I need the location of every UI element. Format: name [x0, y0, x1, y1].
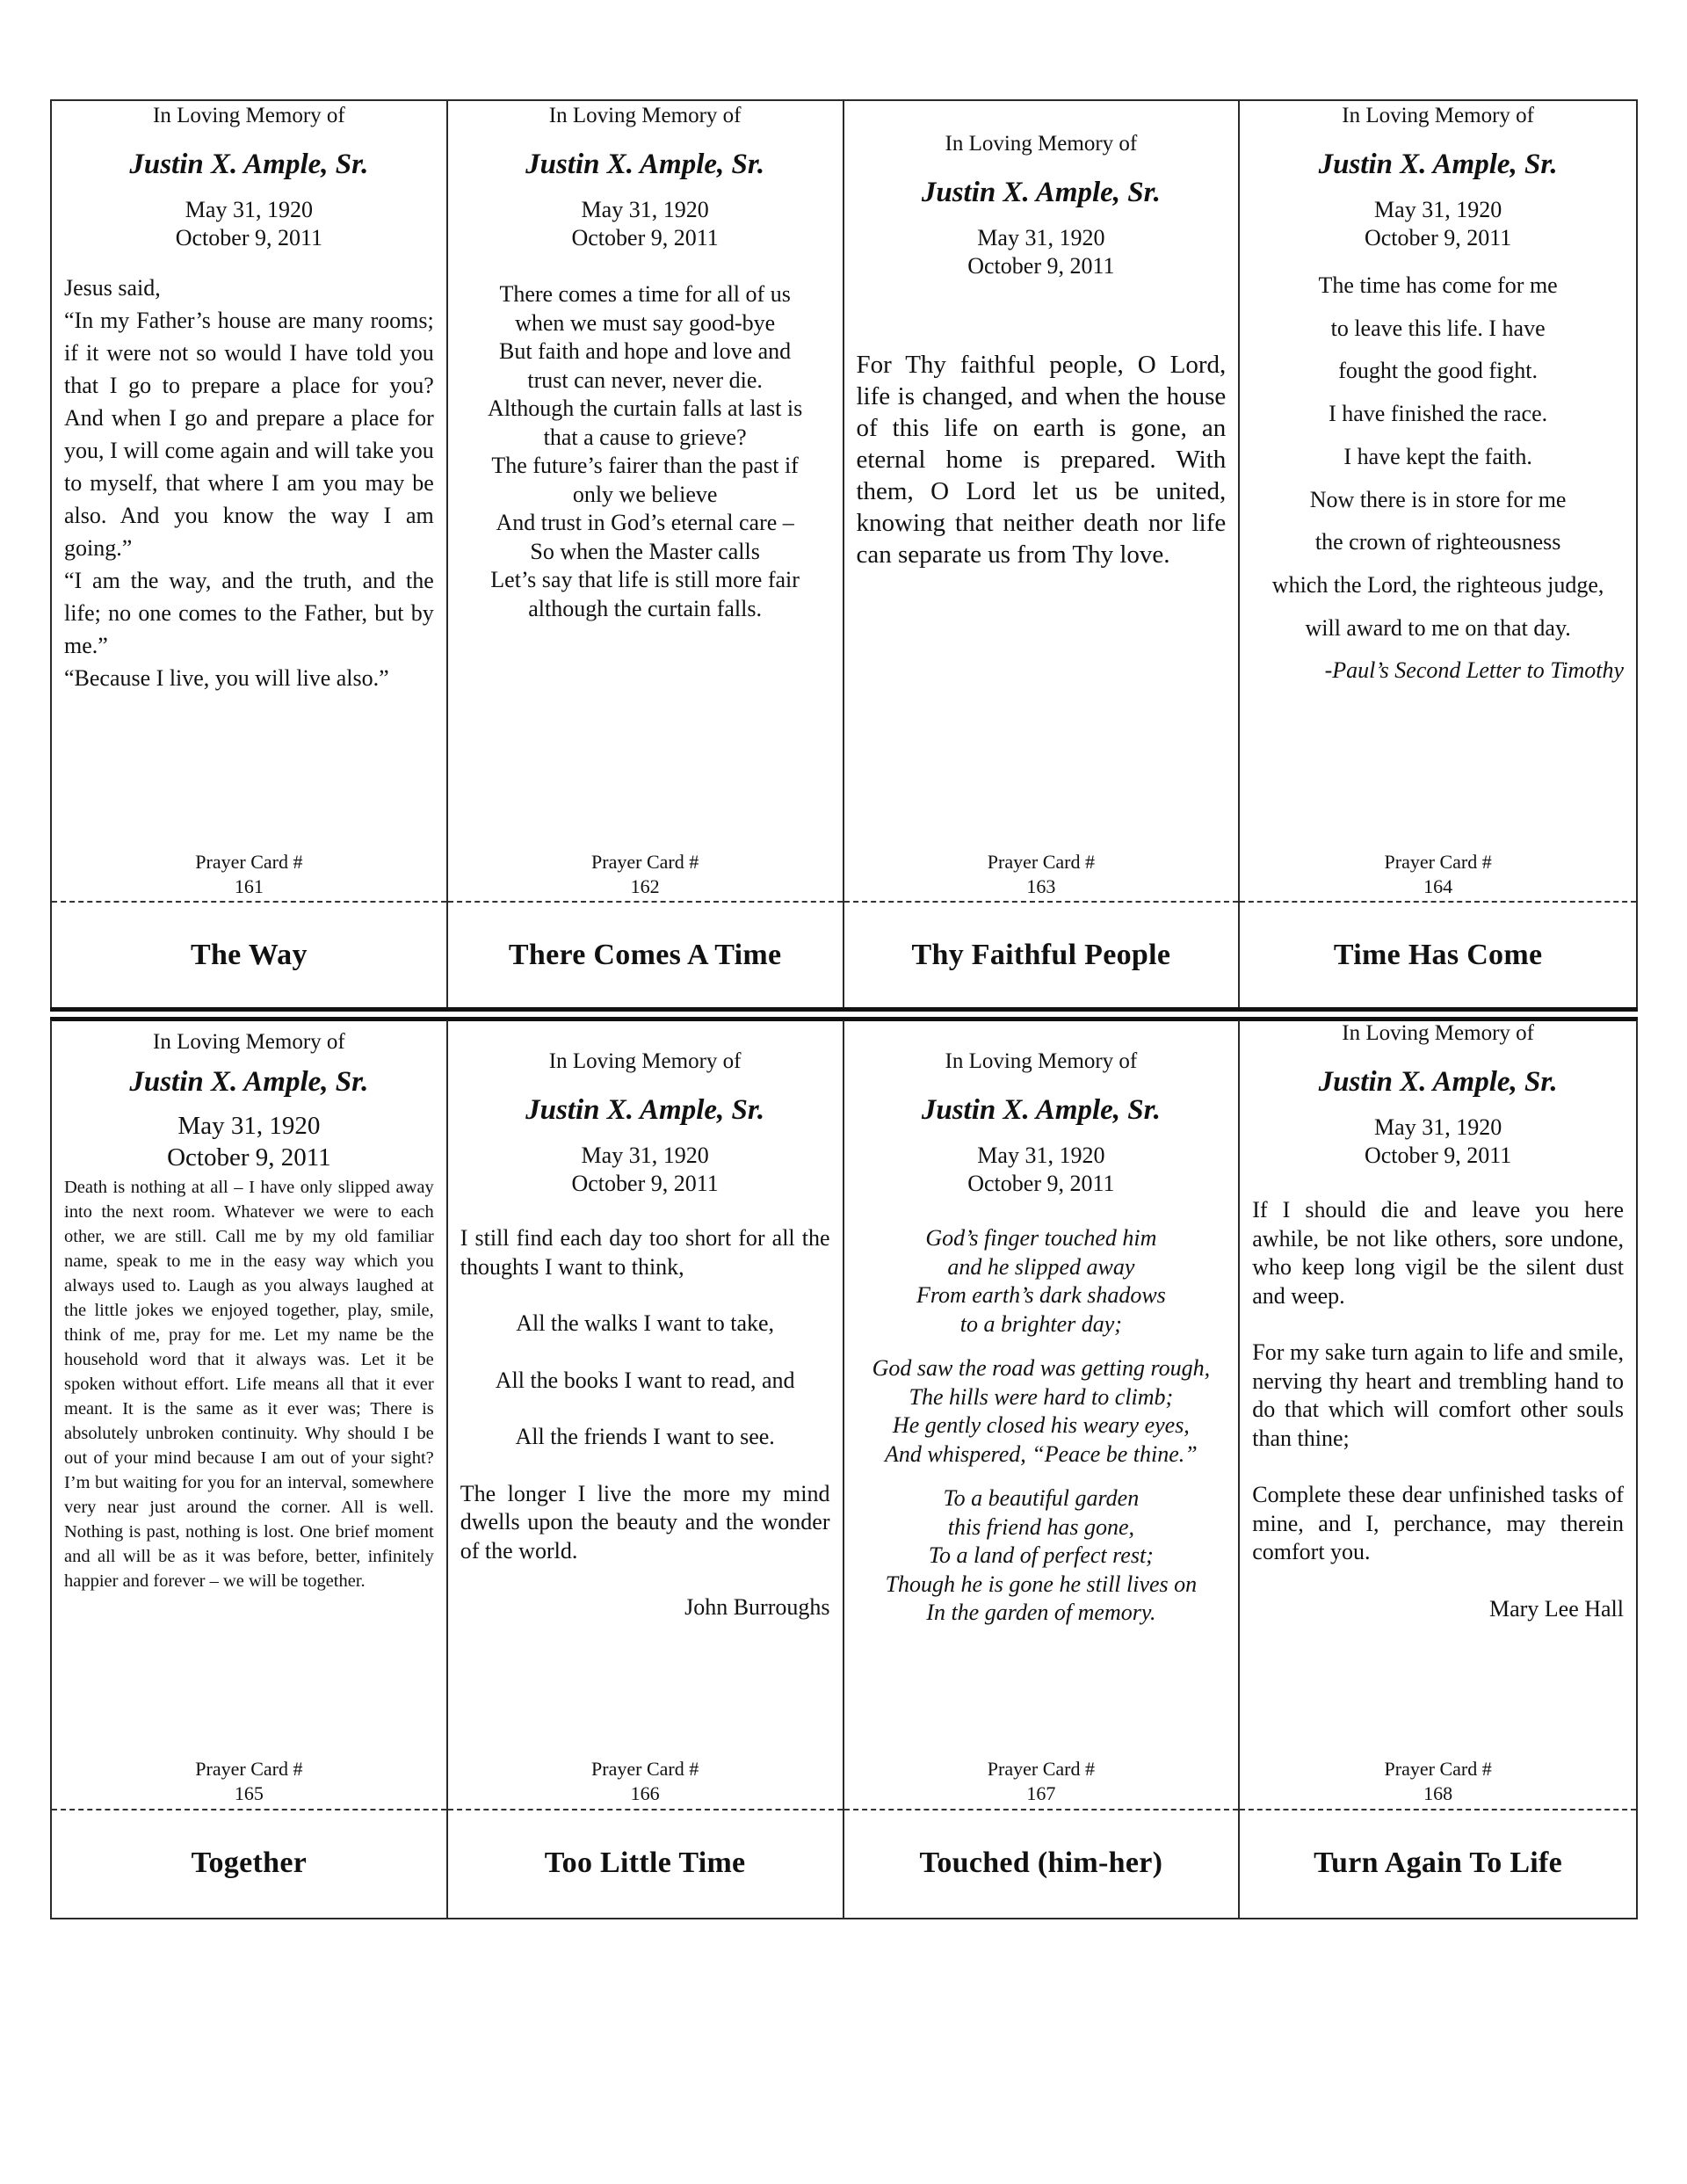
card-tab	[1240, 901, 1636, 1010]
card-title: Time Has Come	[1333, 939, 1543, 971]
card-front	[844, 101, 1239, 901]
card-title: Together	[191, 1847, 308, 1879]
verse-line: I have finished the race.	[1329, 401, 1548, 427]
verse-line: For Thy faithful people, O Lord, life is changed, and when the house of this life on earth is gone, an eternal home is prepared. With them, O Lord let us be united, knowing that neither death nor life can separate us from Thy love.	[856, 351, 1227, 569]
verse-line: The hills were hard to climb;	[909, 1383, 1174, 1410]
card-tab	[448, 1809, 843, 1918]
verse-line: Though he is gone he still lives on	[885, 1571, 1198, 1597]
card-front	[52, 1020, 446, 1809]
prayer-card-label: Prayer Card #	[591, 851, 699, 873]
card-verse	[64, 1175, 434, 1593]
card-row-top	[50, 99, 1638, 1010]
memory-header: In Loving Memory of	[945, 132, 1138, 156]
verse-line: In the garden of memory.	[926, 1600, 1156, 1625]
verse-line: Although the curtain falls at last is	[488, 395, 803, 421]
card-title: Too Little Time	[544, 1847, 746, 1879]
death-date: October 9, 2011	[1364, 1143, 1512, 1168]
verse-line: “In my Father’s house are many rooms; if it were not so would I have told you that I go to prepare a place for you? And when I go and prepare a place for you, I will come again and will take you to myself, that where I am you may be also. And you know the way I am going.”	[64, 308, 434, 561]
verse-line: So when the Master calls	[530, 538, 760, 564]
verse-line: All the friends I want to see.	[515, 1424, 775, 1449]
verse-line: God saw the road was getting rough,	[872, 1355, 1211, 1381]
verse-line: God’s finger touched him	[925, 1225, 1157, 1251]
verse-attribution: John Burroughs	[684, 1594, 830, 1620]
prayer-card-value: 161	[234, 875, 264, 897]
prayer-card-168	[1240, 1020, 1636, 1918]
prayer-card-sheet	[50, 99, 1638, 1919]
verse-line: Complete these dear unfinished tasks of mine, and I, perchance, may therein comfort you.	[1252, 1482, 1624, 1564]
birth-date: May 31, 1920	[977, 1143, 1105, 1168]
verse-line: For my sake turn again to life and smile, nerving thy heart and trembling hand to do that which will comfort other souls than thine;	[1252, 1339, 1624, 1451]
card-front	[1240, 1020, 1636, 1809]
verse-line: and he slipped away	[947, 1253, 1135, 1280]
verse-line: All the books I want to read, and	[495, 1367, 795, 1393]
card-front	[448, 101, 843, 901]
death-date: October 9, 2011	[1364, 225, 1512, 250]
memory-header: In Loving Memory of	[548, 104, 742, 127]
card-title: Thy Faithful People	[911, 939, 1171, 971]
card-title: Turn Again To Life	[1314, 1847, 1563, 1879]
verse-line: Death is nothing at all – I have only slipped away into the next room. Whatever we were to each other, we are still. Call me by my old familiar name, speak to me in the easy way which you always used to. Laugh as you always laughed at the little jokes we enjoyed together, play, smile, think of me, pray for me. Let my name be the household word that it always was. Let it be spoken without effort. Life means all that it ever meant. It is the same as it ever was; There is absolutely unbroken continuity. Why should I be out of your mind because I am out of your sight? I’m but waiting for you for an interval, somewhere very near just around the corner. All is well. Nothing is past, nothing is lost. One brief moment and all will be as it was before, better, infinitely happier and forever – we will be together.	[64, 1178, 434, 1591]
prayer-card-label: Prayer Card #	[195, 1758, 303, 1780]
card-front	[844, 1020, 1239, 1809]
verse-line: trust can never, never die.	[527, 366, 763, 393]
prayer-card-value: 168	[1423, 1782, 1453, 1804]
verse-line: He gently closed his weary eyes,	[892, 1412, 1190, 1438]
prayer-card-label: Prayer Card #	[987, 851, 1095, 873]
birth-date: May 31, 1920	[1374, 1114, 1502, 1140]
card-title: Touched (him-her)	[919, 1847, 1163, 1879]
birth-date: May 31, 1920	[977, 225, 1105, 250]
prayer-card-165	[52, 1020, 448, 1918]
verse-line: To a land of perfect rest;	[928, 1542, 1154, 1568]
prayer-card-number	[1240, 1757, 1636, 1806]
verse-line: I have kept the faith.	[1343, 443, 1532, 469]
deceased-name: Justin X. Ample, Sr.	[129, 149, 369, 180]
row-divider-double-line	[50, 1007, 1638, 1021]
death-date: October 9, 2011	[175, 225, 323, 250]
card-title: The Way	[190, 939, 308, 971]
birth-date: May 31, 1920	[177, 1112, 321, 1140]
prayer-card-number	[1240, 850, 1636, 899]
verse-line: although the curtain falls.	[528, 595, 762, 621]
prayer-card-number	[448, 1757, 843, 1806]
verse-line: fought the good fight.	[1338, 358, 1538, 384]
verse-line: will award to me on that day.	[1305, 614, 1571, 641]
memory-header: In Loving Memory of	[153, 104, 345, 127]
verse-line: And whispered, “Peace be thine.”	[885, 1440, 1198, 1467]
birth-date: May 31, 1920	[581, 1143, 709, 1168]
prayer-card-163	[844, 101, 1241, 1010]
verse-line: Jesus said,	[64, 275, 161, 301]
verse-line: “I am the way, and the truth, and the life; no one comes to the Father, but by me.”	[64, 568, 434, 658]
death-date: October 9, 2011	[571, 225, 719, 250]
deceased-name: Justin X. Ample, Sr.	[129, 1066, 369, 1098]
prayer-card-number	[52, 1757, 446, 1806]
prayer-card-label: Prayer Card #	[1384, 1758, 1492, 1780]
card-row-bottom	[50, 1020, 1638, 1919]
prayer-card-value: 163	[1026, 875, 1056, 897]
verse-line: that a cause to grieve?	[543, 424, 747, 450]
verse-line: only we believe	[572, 481, 718, 507]
prayer-card-number	[448, 850, 843, 899]
birth-date: May 31, 1920	[581, 197, 709, 222]
prayer-card-label: Prayer Card #	[1384, 851, 1492, 873]
verse-line: If I should die and leave you here awhile, be not like others, sore undone, who keep long vigil be the silent dust and weep.	[1252, 1197, 1624, 1309]
verse-stanza	[857, 1354, 1227, 1469]
prayer-card-162	[448, 101, 844, 1010]
deceased-name: Justin X. Ample, Sr.	[525, 1094, 765, 1126]
verse-line: which the Lord, the righteous judge,	[1271, 571, 1604, 598]
card-tab	[52, 1809, 446, 1918]
card-verse	[460, 1224, 830, 1622]
verse-line: Let’s say that life is still more fair	[490, 567, 800, 592]
card-verse	[857, 1224, 1227, 1628]
card-tab	[448, 901, 843, 1010]
verse-line: to a brighter day;	[959, 1310, 1122, 1337]
verse-line: this friend has gone,	[947, 1513, 1135, 1540]
card-tab	[844, 901, 1239, 1010]
death-date: October 9, 2011	[167, 1143, 331, 1172]
prayer-card-label: Prayer Card #	[591, 1758, 699, 1780]
memory-header: In Loving Memory of	[1342, 1021, 1534, 1045]
verse-attribution: Mary Lee Hall	[1488, 1595, 1624, 1622]
card-verse	[64, 272, 434, 694]
death-date: October 9, 2011	[967, 253, 1115, 279]
verse-line: when we must say good-bye	[515, 309, 776, 336]
deceased-name: Justin X. Ample, Sr.	[525, 149, 765, 180]
card-verse	[460, 280, 830, 623]
prayer-card-number	[52, 850, 446, 899]
verse-line: “Because I live, you will live also.”	[64, 665, 389, 691]
card-front	[52, 101, 446, 901]
memory-header: In Loving Memory of	[153, 1030, 345, 1054]
prayer-card-164	[1240, 101, 1636, 1010]
card-verse	[1252, 1196, 1624, 1623]
prayer-card-166	[448, 1020, 844, 1918]
verse-line: To a beautiful garden	[943, 1485, 1140, 1511]
memory-header: In Loving Memory of	[548, 1049, 742, 1073]
prayer-card-167	[844, 1020, 1241, 1918]
memory-header: In Loving Memory of	[945, 1049, 1138, 1073]
prayer-card-number	[844, 850, 1239, 899]
verse-line: There comes a time for all of us	[499, 281, 791, 307]
deceased-name: Justin X. Ample, Sr.	[921, 1094, 1161, 1126]
verse-stanza	[857, 1484, 1227, 1628]
verse-stanza	[857, 1224, 1227, 1339]
prayer-card-number	[844, 1757, 1239, 1806]
prayer-card-label: Prayer Card #	[195, 851, 303, 873]
verse-line: to leave this life. I have	[1330, 315, 1546, 341]
prayer-card-161	[52, 101, 448, 1010]
deceased-name: Justin X. Ample, Sr.	[1318, 1066, 1558, 1098]
card-front	[448, 1020, 843, 1809]
verse-line: The future’s fairer than the past if	[491, 453, 799, 478]
deceased-name: Justin X. Ample, Sr.	[1318, 149, 1558, 180]
card-tab	[1240, 1809, 1636, 1918]
verse-line: Now there is in store for me	[1309, 486, 1567, 512]
card-title: There Comes A Time	[508, 939, 782, 971]
verse-line: The time has come for me	[1318, 272, 1558, 298]
verse-line: I still find each day too short for all the thoughts I want to think,	[460, 1225, 830, 1280]
prayer-card-value: 164	[1423, 875, 1453, 897]
memory-header: In Loving Memory of	[1342, 104, 1534, 127]
verse-line: And trust in God’s eternal care –	[496, 510, 794, 535]
card-verse	[857, 349, 1227, 570]
death-date: October 9, 2011	[571, 1171, 719, 1196]
prayer-card-value: 167	[1026, 1782, 1056, 1804]
birth-date: May 31, 1920	[1374, 197, 1502, 222]
deceased-name: Justin X. Ample, Sr.	[921, 177, 1161, 208]
card-verse	[1252, 265, 1624, 693]
verse-line: But faith and hope and love and	[499, 338, 792, 364]
card-tab	[52, 901, 446, 1010]
death-date: October 9, 2011	[967, 1171, 1115, 1196]
card-tab	[844, 1809, 1239, 1918]
prayer-card-label: Prayer Card #	[987, 1758, 1095, 1780]
prayer-card-value: 165	[234, 1782, 264, 1804]
verse-line: The longer I live the more my mind dwells upon the beauty and the wonder of the world.	[460, 1480, 830, 1564]
verse-line: From earth’s dark shadows	[916, 1282, 1166, 1308]
birth-date: May 31, 1920	[185, 197, 313, 222]
verse-line: All the walks I want to take,	[516, 1310, 775, 1336]
card-front	[1240, 101, 1636, 901]
prayer-card-value: 162	[630, 875, 660, 897]
prayer-card-value: 166	[630, 1782, 660, 1804]
verse-line: the crown of righteousness	[1314, 529, 1561, 555]
verse-attribution: -Paul’s Second Letter to Timothy	[1324, 657, 1624, 684]
